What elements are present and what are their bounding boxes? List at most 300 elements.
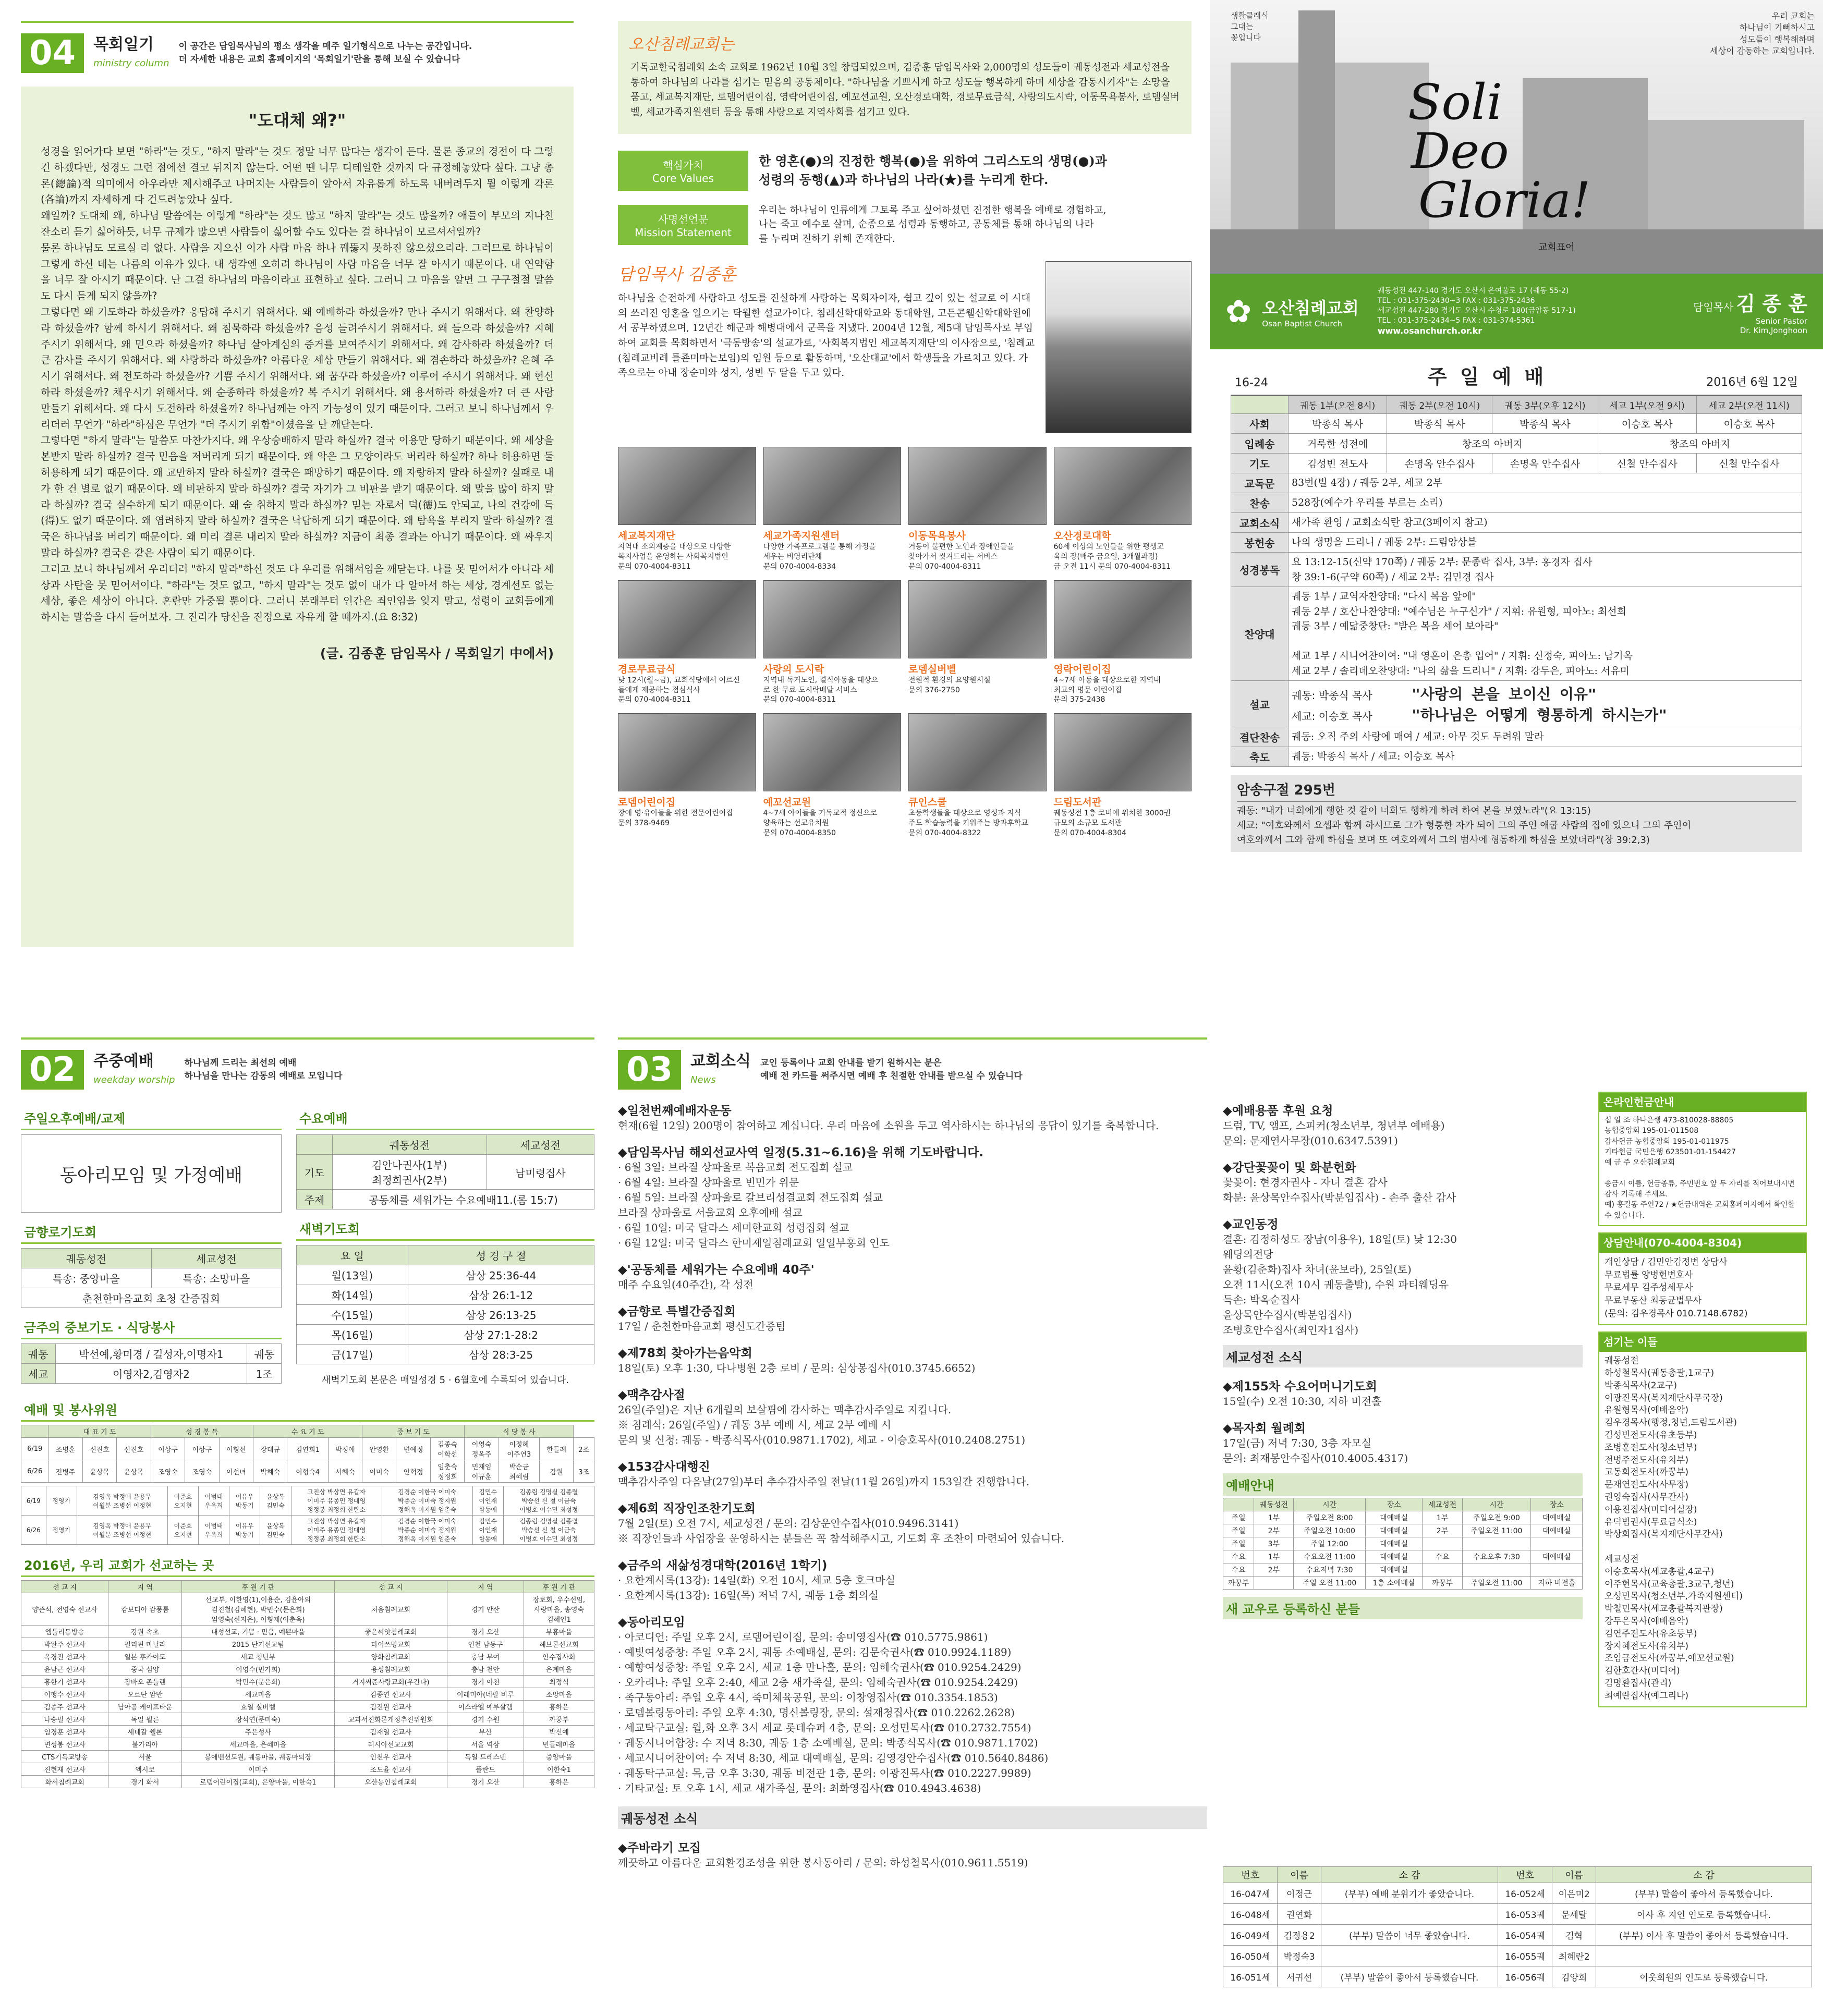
ministry-photo — [618, 447, 756, 525]
news-body: 26일(주일)은 지난 6개월의 보살핌에 감사하는 맥추감사주일로 지킵니다. ※ 침례식: 26일(주일) / 궤동 3부 예배 시, 세교 2부 예배 시 문의 및 신청: 궤동 - 박종식목사(010.9871.1702), 세교 - 이승호목사(010.2408.2751) — [618, 1403, 1026, 1446]
address-2: 세교성전 447-280 경기도 오산시 수청로 180(금암동 517-1) — [1377, 306, 1576, 315]
row-label: 기도 — [1231, 454, 1289, 473]
serve-cell: 2조 — [574, 1438, 594, 1460]
memory-verse-box — [1231, 775, 1802, 852]
mission-cell: 조도율 선교사 — [334, 1763, 447, 1776]
ministry-desc: 궤동성전 1층 로비에 위치한 3000권 규모의 소규모 도서관 문의 070-4004-8304 — [1053, 809, 1171, 838]
new-member-cell: 이웃회원의 인도로 등록했습니다. — [1596, 1966, 1812, 1987]
ministry-card — [763, 580, 902, 705]
section-header — [21, 21, 574, 73]
guide-cell: 이유우 박동기 — [229, 1486, 260, 1516]
counseling-subtitle: 개인상담 / 김민안김정변 상담사 — [1605, 1256, 1728, 1267]
row-label: 사회 — [1231, 414, 1289, 434]
serve-cell: 조병훈 — [48, 1438, 82, 1460]
news-title: ◆강단꽃꽂이 및 화분헌화 — [1223, 1161, 1356, 1175]
new-member-cell: 김양희 — [1552, 1966, 1596, 1987]
mission-cell: 김진원 선교사 — [334, 1701, 447, 1713]
mission-cell: 용성침례교회 — [334, 1663, 447, 1676]
service-column: 세교 2부(오전 11시) — [1696, 396, 1802, 414]
row-label: 교회소식 — [1231, 513, 1289, 533]
mission-text: 우리는 하나님이 인류에게 그토록 주고 싶어하셨던 진정한 행복을 예배로 경험하고, 나는 죽고 예수로 살며, 순종으로 성령과 동행하고, 공동체를 통해 하나님의 나라 를 누리며 전하기 위해 존재한다. — [759, 204, 1107, 245]
guide-cell: 까꿍부 — [1223, 1577, 1254, 1590]
guide-cell: 이범태 우옥희 — [198, 1486, 229, 1516]
panel-ministry-column — [21, 21, 574, 975]
new-member-cell: (부부) 말씀이 좋아서 등록했습니다. — [1596, 1883, 1812, 1904]
guide-cell: 고진상 박상면 유갑자 이미주 유종민 정대영 정정봉 최정회 한탄소 — [291, 1486, 382, 1516]
mission-cell: 러시아선교교회 — [334, 1738, 447, 1751]
serve-cell: 박혜숙 — [253, 1460, 287, 1483]
guide-cell: 주일오전 11:00 — [1462, 1577, 1531, 1590]
serve-cell: 감원 — [539, 1460, 573, 1483]
mission-cell: 윤남근 선교사 — [21, 1663, 108, 1676]
guide-cell: 김민수 이인재 함동애 — [472, 1486, 503, 1516]
new-member-cell: 16-049세 — [1223, 1925, 1278, 1946]
dawn-header: 성 경 구 절 — [408, 1245, 594, 1265]
sunday-pm-title: 주일오후예배/교제 — [21, 1106, 282, 1130]
mission-cell: 경기 오산 — [447, 1776, 524, 1788]
serve-cell: 임춘숙 정정희 — [430, 1460, 464, 1483]
guide-cell: 주일 12:00 — [1294, 1537, 1365, 1550]
guide-cell: 김영옥 박정애 윤용무 이월분 조병선 이정현 — [77, 1486, 167, 1516]
servants-box — [1598, 1331, 1807, 1707]
ministry-photo — [763, 447, 902, 525]
serve-cell: 신진호 — [117, 1438, 151, 1460]
guide-cell: 수요저녁 7:30 — [1294, 1563, 1365, 1577]
news-item — [1223, 1215, 1583, 1338]
serve-header — [21, 1425, 48, 1438]
ministry-title: 큐인스쿨 — [908, 797, 947, 809]
guide-cell: 수요 — [1223, 1550, 1254, 1563]
column-body: 성경을 읽어가다 보면 "하라"는 것도, "하지 말라"는 것도 정말 너무 많다는 생각이 든다. 물론 종교의 경전이 다 그렇긴 하겠다만, 성경도 그런 점에선 결코 뒤지지 않는다. 어떤 땐 너무 디테일한 것까지 다 규정해놓았다 싶다. 그냥 총론(總論)적 의미에서 아우라만 제시해주고 나머지는 사람들이 알아서 자유롭게 하도록 내버려두지 뭘 이렇게 각론(各論)까지 자세하게 다 건드려놓았나 싶다. 왜일까? 도대체 왜, 하나님 말씀에는 이렇게 "하라"는 것도 많고 "하지 말라"는 것도 많을까? 애들이 부모의 지나친 잔소리 듣기 싫어하듯, 너무 규제가 많으면 사람들이 싫어할 수도 있다는 걸 하나님이 모르셔서일까? 물론 하나님도 모르실 리 없다. 사람을 지으신 이가 사람 마음 하나 꿰뚫지 못하진 않으셨으리라. 그러므로 하나님이 그렇게 하신 데는 나름의 이유가 있다. 내 생각엔 오히려 하나님이 사람 마음을 너무 잘 아시기 때문이다. 내 연약함을 너무 잘 아시기 때문이다. 난 그걸 하나님의 마음이라고 표현하고 싶다. 그러니 그 마음을 알면 그 구구절절 말씀도 다시 듣게 되지 않을까? 그렇다면 왜 기도하라 하셨을까? 응답해 주시기 위해서다. 왜 예배하라 하셨을까? 만나 주시기 위해서다. 왜 찬양하라 하셨을까? 함께 하시기 위해서다. 왜 침묵하라 하셨을까? 음성 들려주시기 위해서다. 왜 들으라 하셨을까? 지혜 주시기 위해서다. 왜 믿으라 하셨을까? 하나님 살아계심의 증거를 보여주시기 위해서다. 왜 감사하라 하셨을까? 더 큰 감사를 주시기 위해서다. 왜 사랑하라 하셨을까? 아름다운 세상 만들기 위해서다. 왜 겸손하라 하셨을까? 은혜 주시기 위해서다. 왜 전도하라 하셨을까? 기쁨 주시기 위해서다. 왜 꿈꾸라 하셨을까? 이루어 주시기 위해서다. 왜 헌신하라 하셨을까? 채우시기 위해서다. 왜 순종하라 하셨을까? 복 주시기 위해서다. 왜 용서하라 하셨을까? 더 큰 사람 만들기 위해서다. 왜 다시 도전하라 하셨을까? 하나님께는 아직 가능성이 있기 때문이다. 그러고 보니 하나님께서 우리더러 무언가 "하라"하심은 무언가 "더 주시기 위함"이셨음을 난 깨닫는다. 그렇다면 "하지 말라"는 말씀도 마찬가지다. 왜 우상숭배하지 말라 하실까? 결국 이용만 당하기 때문이다. 왜 세상을 본받지 말라 하실까? 결국 믿음을 저버리게 되기 때문이다. 왜 악은 그 모양이라도 버리라 하실까? 하나 허용하면 둘 허용하게 되기 때문이다. 왜 교만하지 말라 하실까? 결국은 패망하기 때문이다. 왜 자랑하지 말라 하실까? 실패로 내가 한 건 별로 없기 때문이다. 왜 비판하지 말라 하실까? 결국 자기가 그 비판을 받기 때문이다. 왜 말을 많이 하지 말라 하실까? 결국 실수하게 되기 때문이다. 왜 술 취하지 말라 하실까? 믿는 자로서 덕(德)도 안되고, 나의 건강에 득(得)도 없기 때문이다. 왜 염려하지 말라 하실까? 결국은 낙담하게 되기 때문이다. 왜 탐욕을 부리지 말라 하실까? 결국은 하나님을 버리기 때문이다. 왜 미리 결론 내리지 말라 하실까? 지금이 최종 결과는 아니기 때문이다. 왜 싸우지 말라 하실까? 결국은 같은 사람이 되기 때문이다. 그러고 보니 하나님께서 우리더러 "하지 말라"하신 것도 다 우리를 위해서임을 깨닫는다. 나를 못 믿어서가 아니라 세상과 사탄을 못 믿어서이다. "하라"는 것도 없고, "하지 말라"는 것도 없이 내가 다 알아서 하는 세상, 경계선도 없는 세상, 좋은 세상이 아니다. 혼란만 가중될 뿐이다. 그러니 본래부터 인간은 죄인임을 잊지 말고, 성령이 교회들에게 하시는 말씀을 다시 들어보자. 그 진리가 당신을 진정으로 자유케 할 때까지.(요 8:32) — [41, 145, 554, 624]
mission-cell: 나승필 선교사 — [21, 1713, 108, 1726]
guide-cell — [1423, 1563, 1462, 1577]
guide-cell: 주일오전 11:00 — [1462, 1524, 1531, 1537]
guide-cell: 수요오전 11:00 — [1294, 1550, 1365, 1563]
news-right — [1223, 1101, 1583, 1338]
mission-cell: 최정식 — [524, 1676, 594, 1688]
ministry-photo — [618, 580, 756, 658]
news-body: 꽃꽂이: 현경자권사 - 자녀 결혼 감사 화분: 윤상목안수집사(박분임집사) - 손주 출산 감사 — [1223, 1176, 1456, 1204]
mission-cell: 대성선교, 기쁨 · 믿음, 예쁜마을 — [181, 1626, 334, 1638]
mission-cell: 이한숙1 — [524, 1763, 594, 1776]
new-member-cell: 16-053궤 — [1498, 1904, 1552, 1925]
new-member-cell — [1596, 1946, 1812, 1966]
cell: 이승호 목사 — [1598, 414, 1696, 434]
news-item — [618, 1499, 1207, 1546]
mission-cell: 박완주 선교사 — [21, 1638, 108, 1651]
guide-cell: 대예배실 — [1365, 1524, 1423, 1537]
news-item — [618, 1302, 1207, 1334]
serve-cell: 이선녀 — [219, 1460, 253, 1483]
issue-number: 16-24 — [1235, 376, 1268, 389]
mission-cell: 이레미아(네팔 비루 — [447, 1688, 524, 1701]
ministry-photo — [908, 447, 1047, 525]
ministry-title: 경로무료급식 — [618, 663, 676, 675]
ministry-desc: 초등학생들을 대상으로 영성과 지식 주도 학습능력을 키워주는 방과후학교 문의 070-4004-8322 — [908, 809, 1028, 838]
church-logo-icon: ✿ — [1225, 293, 1252, 330]
ministry-title: 이동목욕봉사 — [908, 530, 966, 542]
mission-header: 선 교 지 — [334, 1581, 447, 1593]
column-footer: (글. 김종훈 담임목사 / 목회일기 中에서) — [320, 645, 554, 661]
new-member-cell: 김혁 — [1552, 1925, 1596, 1946]
section-title-en: weekday worship — [93, 1074, 175, 1086]
cell: 이승호 목사 — [1696, 414, 1802, 434]
news-title: ◆153감사대행진 — [618, 1460, 710, 1474]
guide-header: 장소 — [1365, 1498, 1423, 1511]
new-member-header: 이름 — [1278, 1867, 1321, 1883]
new-member-cell: 박정숙3 — [1278, 1946, 1321, 1966]
ministry-title: 로뎀어린이집 — [618, 797, 676, 809]
worship-title: 주 일 예 배 — [1427, 365, 1547, 388]
dawn-cell: 수(15일) — [297, 1305, 408, 1325]
tel-1: TEL : 031-375-2430~3 FAX : 031-375-2436 — [1377, 296, 1535, 305]
guide-header: 장소 — [1531, 1498, 1583, 1511]
serve-cell: 이형선 — [219, 1438, 253, 1460]
cell: 신철 안수집사 — [1696, 454, 1802, 473]
new-member-cell: (부부) 말씀이 너무 좋았습니다. — [1321, 1925, 1498, 1946]
cell: 요 13:12-15(신약 170쪽) / 궤동 2부: 문종락 집사, 3부: 홍경자 집사 창 39:1-6(구약 60쪽) / 세교 2부: 김민경 집사 — [1289, 553, 1802, 587]
news-body: 15일(수) 오전 10:30, 지하 비전홀 — [1223, 1395, 1382, 1408]
serve-header: 수 요 기 도 — [253, 1425, 362, 1438]
ministry-desc: 4~7세 아이들을 기독교적 정신으로 양육하는 선교유치원 문의 070-4004-8350 — [763, 809, 878, 838]
cell: 창조의 아버지 — [1598, 434, 1802, 454]
mission-cell: 인천우 선교사 — [334, 1751, 447, 1763]
mission-cell: 부흥마을 — [524, 1626, 594, 1638]
new-member-cell: 이정근 — [1278, 1883, 1321, 1904]
building-shape — [1210, 229, 1823, 274]
news-title: ◆제78회 찾아가는음악회 — [618, 1347, 752, 1360]
row-label: 찬양대 — [1231, 587, 1289, 681]
dawn-cell: 화(14일) — [297, 1285, 408, 1305]
news-item — [1223, 1419, 1583, 1466]
serve-cell: 이형숙4 — [287, 1460, 328, 1483]
mission-cell: CTS기독교방송 — [21, 1751, 108, 1763]
guide-cell: 대예배실 — [1365, 1537, 1423, 1550]
guide-cell: 윤상복 김민숙 — [260, 1486, 291, 1516]
mission-cell: 충남 천안 — [447, 1663, 524, 1676]
website-link[interactable]: www.osanchurch.or.kr — [1377, 326, 1482, 336]
mission-cell: 서울 역삼 — [447, 1738, 524, 1751]
new-member-cell: (부부) 예배 분위기가 좋았습니다. — [1321, 1883, 1498, 1904]
mission-cell: 이행수 선교사 — [21, 1688, 108, 1701]
section-number: 02 — [21, 1050, 84, 1090]
sermon-line — [1292, 683, 1798, 704]
ministry-desc: 전원적 환경의 요양원시설 문의 376-2750 — [908, 676, 991, 694]
mission-cell: 액시코 — [108, 1763, 182, 1776]
row-label: 교독문 — [1231, 473, 1289, 493]
mission-cell: 오르단 암만 — [108, 1688, 182, 1701]
serve-cell: 한들례 — [539, 1438, 573, 1460]
dawn-header: 요 일 — [297, 1245, 408, 1265]
pastor-name-en: Senior Pastor Dr. Kim,Jonghoon — [1740, 316, 1807, 335]
guide-cell: 대예배실 — [1365, 1563, 1423, 1577]
core-values-label: 핵심가치 Core Values — [618, 151, 748, 191]
news-body: 매주 수요일(40주간), 각 성전 — [618, 1278, 753, 1291]
guide-cell: 1부 — [1423, 1511, 1462, 1524]
service-column: 궤동 3부(오후 12시) — [1492, 396, 1598, 414]
guide-cell: 김종림 김명실 김종렬 박승선 신 철 이금숙 이병호 이수민 최성정 — [503, 1516, 594, 1545]
mission-cell: 좋은씨앗침례교회 — [334, 1626, 447, 1638]
news-body: 17일(금) 저녁 7:30, 3층 자모실 문의: 최재봉안수집사(010.4005.4317) — [1223, 1437, 1408, 1464]
news-title: ◆주바라기 모집 — [618, 1841, 701, 1855]
guide-cell: 1층 소예배실 — [1365, 1577, 1423, 1590]
section-number: 03 — [618, 1050, 681, 1090]
new-member-cell: 이사 후 지인 인도로 등록했습니다. — [1596, 1904, 1812, 1925]
ministry-desc: 4~7세 아동을 대상으로한 지역내 최고의 명문 어린이집 문의 375-2438 — [1053, 676, 1161, 704]
ministry-title: 드림도서관 — [1053, 797, 1102, 809]
mission-header: 후 원 기 관 — [524, 1581, 594, 1593]
mission-cell: 부산 — [447, 1726, 524, 1738]
guide-cell: 주일 — [1223, 1511, 1254, 1524]
news-item — [618, 1143, 1207, 1251]
mission-cell: 오산농인침례교회 — [334, 1776, 447, 1788]
serve-cell: 조영숙 — [185, 1460, 219, 1483]
news-item — [618, 1457, 1207, 1489]
church-name-en: Osan Baptist Church — [1262, 319, 1342, 328]
guide-cell: 까꿍부 — [1423, 1577, 1462, 1590]
news-item — [618, 1612, 1207, 1796]
serve-cell: 장대규 — [253, 1438, 287, 1460]
serve-cell: 윤상목 — [82, 1460, 116, 1483]
mission-cell: 홍하은 — [524, 1701, 594, 1713]
mission-cell: 양화침례교회 — [334, 1651, 447, 1663]
church-info-bar — [1210, 274, 1823, 349]
section-title: 목회일기 — [93, 35, 154, 54]
cell: 83번(빌 4장) / 궤동 2부, 세교 2부 — [1289, 473, 1802, 493]
new-member-cell: 16-050세 — [1223, 1946, 1278, 1966]
cell: 궤동: 오직 주의 사랑에 매여 / 세교: 아무 것도 두려워 말라 — [1289, 727, 1802, 747]
worship-date: 2016년 6월 12일 — [1706, 376, 1798, 389]
worship-guide-table — [1223, 1498, 1583, 1590]
cell: 박종식 목사 — [1289, 414, 1387, 434]
news-title: ◆목자회 월례회 — [1223, 1422, 1306, 1435]
column-heading: "도대체 왜?" — [248, 111, 346, 130]
news-item — [1223, 1377, 1583, 1409]
service-column: 궤동 2부(오전 10시) — [1387, 396, 1492, 414]
sunday-pm-text: 동아리모임 및 가정예배 — [21, 1134, 282, 1213]
ministry-title: 세교가족지원센터 — [763, 530, 840, 542]
mission-cell: 옥경진 선교사 — [21, 1651, 108, 1663]
cell: 신철 안수집사 — [1598, 454, 1696, 473]
news-left — [618, 1101, 1207, 1796]
ministry-desc: 지역내 소외계층을 대상으로 다양한 복지사업을 운영하는 사회복지법인 문의 070-4004-8311 — [618, 542, 731, 571]
cell: 창조의 아버지 — [1387, 434, 1598, 454]
guide-cell: 주일오전 9:00 — [1462, 1511, 1531, 1524]
guide-cell: 김영옥 박정애 윤용무 이월분 조병선 이정현 — [77, 1516, 167, 1545]
mission-cell: 양준석, 전영숙 선교사 — [21, 1593, 108, 1626]
guide-cell: 6/26 — [21, 1516, 46, 1545]
new-member-cell: 16-048세 — [1223, 1904, 1278, 1925]
mission-header: 지 역 — [108, 1581, 182, 1593]
mission-cell: 경기 화서 — [108, 1776, 182, 1788]
guide-table — [21, 1486, 594, 1545]
sermon-line — [1292, 704, 1798, 725]
dawn-cell: 삼상 26:1-12 — [408, 1285, 594, 1305]
guide-cell: 대예배실 — [1365, 1511, 1423, 1524]
mission-cell: 경기 수원 — [447, 1713, 524, 1726]
mission-cell: 불가리아 — [108, 1738, 182, 1751]
ministry-photo — [763, 713, 902, 791]
mission-cell: 임경훈 선교사 — [21, 1726, 108, 1738]
guide-cell: 2부 — [1254, 1563, 1294, 1577]
guide-cell: 2부 — [1423, 1524, 1462, 1537]
news-body: 드럼, TV, 앰프, 스피커(청소년부, 청년부 예배용) 문의: 문재연사무장(010.6347.5391) — [1223, 1119, 1445, 1147]
panel-church-intro — [618, 21, 1192, 975]
mission-cell: 소망마을 — [524, 1688, 594, 1701]
cover-title-deo: Deo — [1411, 123, 1509, 180]
panel-news — [618, 1037, 1812, 2007]
new-member-header: 소 감 — [1321, 1867, 1498, 1883]
wednesday-table: 궤동성전 세교성전 기도 김안나권사(1부) 최정희권사(2부) 남미령집사 주제 공동체를 세워가는 수요예배11.(롬 15:7) — [296, 1134, 594, 1209]
serve-cell: 변예정 — [396, 1438, 430, 1460]
cell: 손명옥 안수집사 — [1387, 454, 1492, 473]
mission-cell: 경기 이천 — [447, 1676, 524, 1688]
section-number: 04 — [21, 33, 84, 73]
guide-cell — [1462, 1537, 1531, 1550]
friday-prayer-table: 궤동성전 세교성전 특송: 중앙마을 특송: 소망마을 춘천한마음교회 초청 간증집회 — [21, 1248, 282, 1308]
mission-cell: 서울 — [108, 1751, 182, 1763]
mission-cell: 폴란드 — [447, 1763, 524, 1776]
guide-header: 시간 — [1462, 1498, 1531, 1511]
counseling-box — [1598, 1232, 1807, 1325]
mission-cell: 홍하은 — [524, 1776, 594, 1788]
new-member-header: 이름 — [1552, 1867, 1596, 1883]
guide-cell: 정영기 — [46, 1486, 77, 1516]
ministry-card — [763, 713, 902, 838]
intro-logo-title: 오산침례교회는 — [628, 35, 734, 54]
mission-cell: 김종주 선교사 — [21, 1701, 108, 1713]
mission-cell: 변성봉 선교사 — [21, 1738, 108, 1751]
ministry-desc: 다양한 가족프로그램을 통해 가정을 세우는 비영리단체 문의 070-4004-8334 — [763, 542, 876, 571]
intro-box — [618, 21, 1192, 134]
new-member-cell: 16-055궤 — [1498, 1946, 1552, 1966]
mission-cell: 주은성사 — [181, 1726, 334, 1738]
guide-cell — [1462, 1563, 1531, 1577]
section-title-en: ministry column — [93, 58, 169, 69]
dawn-cell: 삼상 26:13-25 — [408, 1305, 594, 1325]
counseling-title: 상담안내(070-4004-8304) — [1599, 1233, 1806, 1253]
dawn-table — [296, 1245, 594, 1364]
news-body: 17일 / 춘천한마음교회 평신도간증팀 — [618, 1320, 786, 1333]
guide-cell: 1부 — [1254, 1550, 1294, 1563]
mission-cell: 처음침례교회 — [334, 1593, 447, 1626]
guide-cell: 윤상복 김민숙 — [260, 1516, 291, 1545]
ministry-photo — [1054, 580, 1192, 658]
serve-cell: 윤상목 — [117, 1460, 151, 1483]
counseling-text: 무료법률 양병헌변호사 무료세무 김주성세무사 무료부동산 최동균법무사 (문의: 김우경목사 010.7148.6782) — [1605, 1269, 1748, 1319]
guide-cell: 대예배실 — [1531, 1511, 1583, 1524]
mission-cell: 충남 부여 — [447, 1651, 524, 1663]
dawn-cell: 삼상 25:36-44 — [408, 1265, 594, 1285]
cover-label: 교회표어 — [1538, 242, 1575, 253]
sermon-title: "하나님은 어떻게 형통하게 하시는가" — [1412, 706, 1668, 724]
dawn-prayer-title: 새벽기도회 — [296, 1217, 594, 1241]
mission-cell: 엠틀리동방송 — [21, 1626, 108, 1638]
header-cell — [1231, 396, 1289, 414]
new-member-cell: 16-047세 — [1223, 1883, 1278, 1904]
ministry-title: 오산경로대학 — [1053, 530, 1111, 542]
serve-cell: 김연희1 — [287, 1438, 328, 1460]
serve-cell: 안혁정 — [396, 1460, 430, 1483]
news-body: 현재(6월 12일) 200명이 참여하고 계십니다. 우리 마음에 소원을 두고 역사하시는 하나님의 응답이 있기를 축복합니다. — [618, 1119, 1159, 1132]
core-values-text: 한 영혼(●)의 진정한 행복(●)을 위하여 그리스도의 생명(●)과 성령의 동행(▲)과 하나님의 나라(★)를 누리게 한다. — [759, 153, 1107, 188]
pastor-text: 하나님을 순전하게 사랑하고 성도를 진실하게 사랑하는 목회자이자, 쉽고 깊이 있는 설교로 이 시대의 쓰러진 영혼을 일으키는 탁월한 설교가이다. 침례신학대학교와 동대학원, 고든콘웰신학대학원에서 공부하였으며, 12년간 해군과 해병대에서 군목을 지냈다. 2004년 12월, 제5대 담임목사로 부임하여 교회를 목회하면서 '극동방송'의 설교가로, '사회복지법인 세교복지재단'의 이사장으로, '침례교(침례교비례 틀죤미마는보임)의 임원 등으로 활동하며, '오산대교'에서 학생들을 가르치고 있다. 가족으로는 아내 장순미와 성지, 성빈 두 딸을 두고 있다. — [618, 292, 1035, 379]
new-member-cell: (부부) 말씀이 좋아서 등록했습니다. — [1321, 1966, 1498, 1987]
mission-cell: 독일 드레스덴 — [447, 1751, 524, 1763]
new-members-table — [1223, 1866, 1812, 1987]
ministry-card — [618, 580, 756, 705]
news-body: 깨끗하고 아름다운 교회환경조성을 위한 봉사동아리 / 문의: 하성철목사(010.9611.5519) — [618, 1856, 1028, 1869]
mission-cell: 남아공 케이프타운 — [108, 1701, 182, 1713]
ministry-photo — [1054, 447, 1192, 525]
news-title: ◆동아리모임 — [618, 1616, 685, 1629]
guide-cell: 정영기 — [46, 1516, 77, 1545]
mission-cell: 선교부, 이한영(1),이용순, 김윤아외 김진철(김혜현), 박민수(문은희) 엄영숙(선지은), 이형재(이춘옥) — [181, 1593, 334, 1626]
guide-cell: 주일오전 10:00 — [1294, 1524, 1365, 1537]
friday-prayer-title: 금향로기도회 — [21, 1220, 282, 1244]
mission-cell: 독일 뮐른 — [108, 1713, 182, 1726]
serve-cell: 안영환 — [362, 1438, 396, 1460]
guide-cell: 김경순 이한국 이미숙 박종순 이미숙 정지원 정해옥 이지원 임춘숙 — [382, 1486, 472, 1516]
mission-cell: 2015 단기선교팀 — [181, 1638, 334, 1651]
servants-title: 섬기는 이들 — [1599, 1333, 1806, 1352]
ministry-card — [1054, 713, 1192, 838]
ministry-title: 사랑의 도시락 — [763, 663, 824, 675]
panel-weekday-worship — [21, 1037, 594, 2007]
cell: 손명옥 안수집사 — [1492, 454, 1598, 473]
news-gd — [618, 1838, 1207, 1871]
ministry-desc: 낮 12시(월~금), 교회식당에서 어르신 들에게 제공하는 점심식사 문의 070-4004-8311 — [618, 676, 740, 704]
mission-cell: 중국 심양 — [108, 1663, 182, 1676]
mission-cell: 캄보디아 캄퐁톰 — [108, 1593, 182, 1626]
ministry-desc: 60세 이상의 노인들을 위한 평생교 육의 장(매주 금요일, 3개월과정) 금 오전 11시 문의 070-4004-8311 — [1053, 542, 1171, 571]
news-title: ◆일천번째예배자운동 — [618, 1104, 732, 1118]
ministry-card — [763, 447, 902, 572]
news-item — [618, 1343, 1207, 1376]
mission-cell: 효열 실버벨 — [181, 1701, 334, 1713]
mission-cell: 박민수(문은희) — [181, 1676, 334, 1688]
ministry-grid — [618, 447, 1192, 838]
new-member-header: 번호 — [1498, 1867, 1552, 1883]
dawn-cell: 목(16일) — [297, 1325, 408, 1345]
mission-table — [21, 1580, 594, 1788]
serve-header: 성 경 봉 독 — [151, 1425, 253, 1438]
mission-cell: 세교마을 — [181, 1688, 334, 1701]
mission-cell: 교과서진화론개정추진위원회 — [334, 1713, 447, 1726]
dawn-note: 새벽기도회 본문은 매일성경 5 · 6월호에 수록되어 있습니다. — [321, 1375, 569, 1386]
guide-header: 궤동성전 — [1254, 1498, 1294, 1511]
news-body: 결혼: 김정하성도 장남(이용우), 18일(토) 낮 12:30 웨딩의전당 윤황(김춘화)집사 차녀(윤보라), 25일(토) 오전 11시(오전 10시 궤동출발), 수원 파티웨딩유 득손: 박옥순집사 윤상목안수집사(박분임집사) 조병호안수집사(최인자1집사) — [1223, 1233, 1457, 1336]
mission-cell: 인천 남동구 — [447, 1638, 524, 1651]
serve-cell: 박순금 최혜림 — [499, 1460, 539, 1483]
wednesday-title: 수요예배 — [296, 1106, 594, 1130]
new-member-cell: 16-054궤 — [1498, 1925, 1552, 1946]
guide-cell: 대예배실 — [1531, 1524, 1583, 1537]
guide-cell: 2부 — [1254, 1524, 1294, 1537]
mission-title: 2016년, 우리 교회가 선교하는 곳 — [21, 1553, 594, 1577]
section-title-en: News — [690, 1074, 716, 1086]
ministry-photo — [1054, 713, 1192, 791]
news-item — [618, 1838, 1207, 1871]
sermon-title: "사랑의 본을 보이신 이유" — [1412, 686, 1597, 703]
ministry-card — [618, 447, 756, 572]
service-column: 궤동 1부(오전 8시) — [1289, 396, 1387, 414]
mission-cell: 장로회, 우수선임, 사랑마을, 송영숙 김혜인1 — [524, 1593, 594, 1626]
ministry-photo — [618, 713, 756, 791]
mission-cell: 진현재 선교사 — [21, 1763, 108, 1776]
guide-cell: 수요 — [1223, 1563, 1254, 1577]
ministry-card — [908, 580, 1047, 705]
